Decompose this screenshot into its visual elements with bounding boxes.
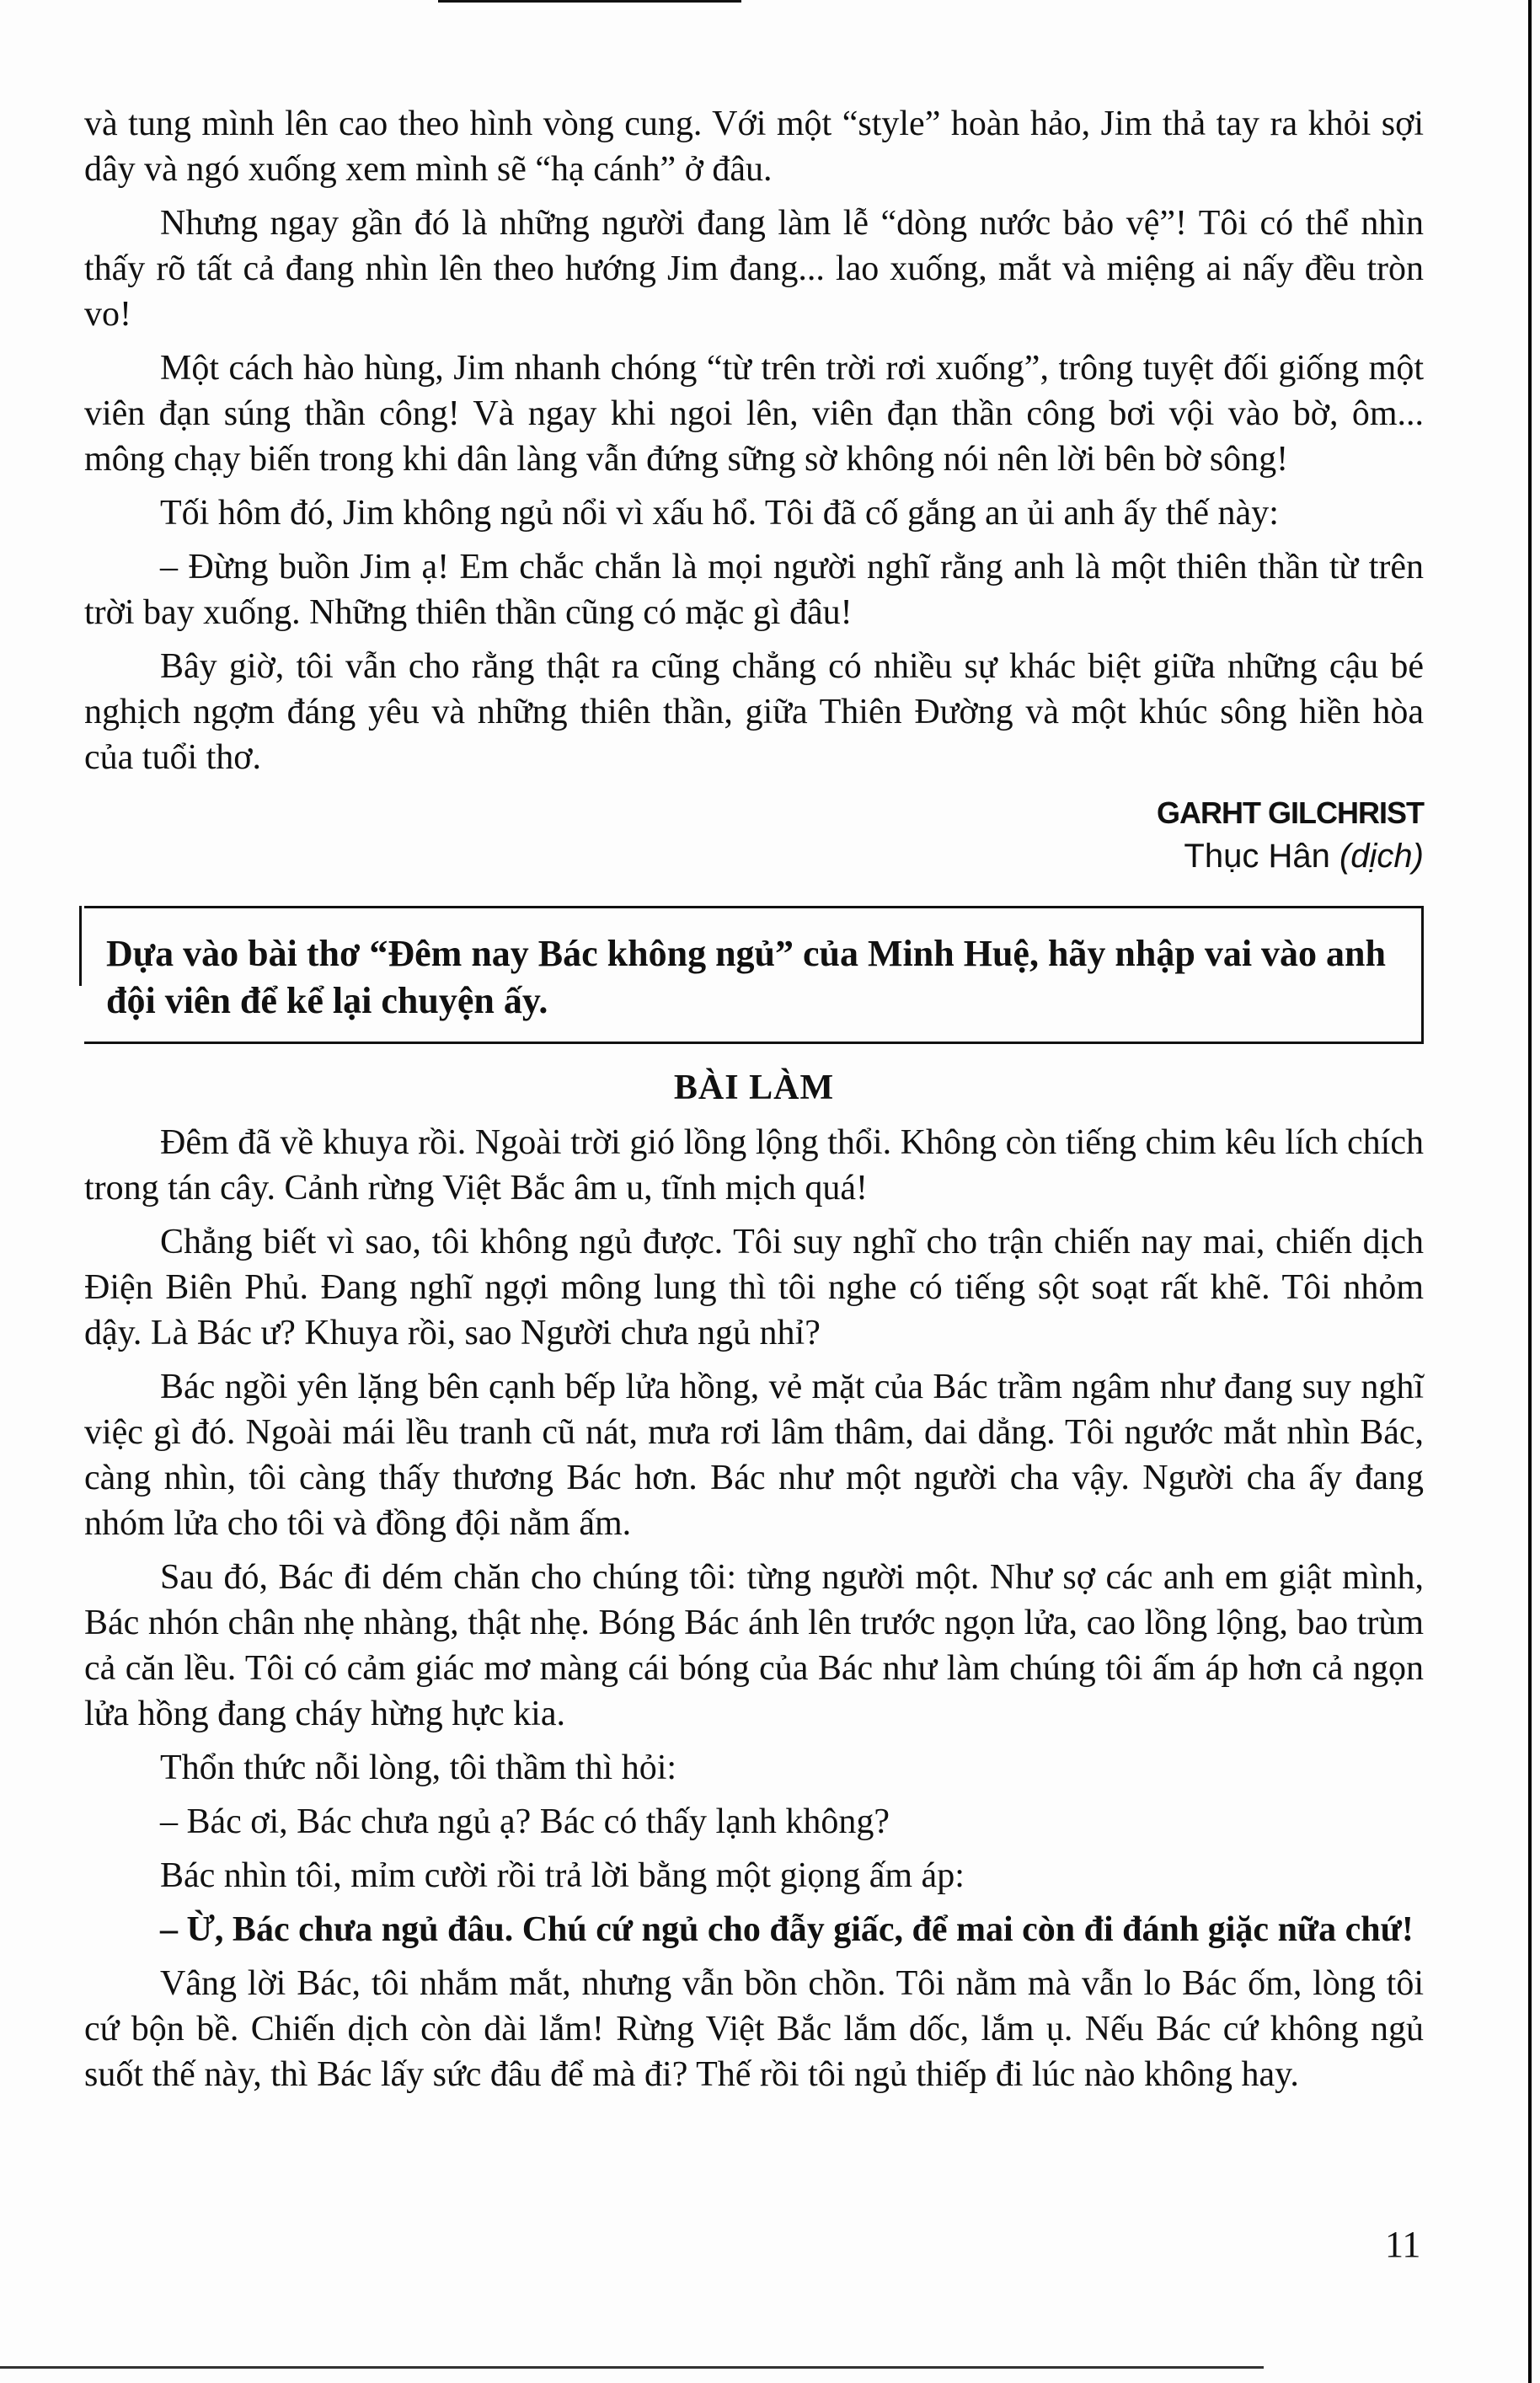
- page-content: [84, 101, 1424, 2106]
- essay-paragraph: Thổn thức nỗi lòng, tôi thầm thì hỏi:: [160, 1748, 677, 1787]
- translator-role: (dịch): [1339, 838, 1424, 875]
- story-paragraph: Tối hôm đó, Jim không ngủ nổi vì xấu hổ. Tôi đã cố gắng an ủi anh ấy thế này:: [160, 494, 1279, 533]
- story-paragraph: và tung mình lên cao theo hình vòng cung. Với một “style” hoàn hảo, Jim thả tay ra khỏi sợi dây và ngó xuống xem mình sẽ “hạ cánh” ở đâu.: [84, 104, 1424, 189]
- page-number: 11: [1385, 2224, 1421, 2265]
- assignment-prompt: Dựa vào bài thơ “Đêm nay Bác không ngủ” của Minh Huệ, hãy nhập vai vào anh đội viên để kể lại chuyện ấy.: [106, 933, 1386, 1021]
- essay-paragraph: Bác nhìn tôi, mỉm cười rồi trả lời bằng một giọng ấm áp:: [160, 1856, 965, 1895]
- essay-paragraph: Vâng lời Bác, tôi nhắm mắt, nhưng vẫn bồn chồn. Tôi nằm mà vẫn lo Bác ốm, lòng tôi cứ bộn bề. Chiến dịch còn dài lắm! Rừng Việt Bắc lắm dốc, lắm ụ. Nếu Bác cứ không ngủ suốt thế này, thì Bác lấy sức đâu để mà đi? Thế rồi tôi ngủ thiếp đi lúc nào không hay.: [84, 1964, 1424, 2094]
- essay-dialogue: – Bác ơi, Bác chưa ngủ ạ? Bác có thấy lạnh không?: [160, 1802, 890, 1841]
- story-paragraph: Nhưng ngay gần đó là những người đang làm lễ “dòng nước bảo vệ”! Tôi có thể nhìn thấy rõ tất cả đang nhìn lên theo hướng Jim đang... lao xuống, mắt và miệng ai nấy đều tròn vo!: [84, 204, 1424, 334]
- right-edge-rule: [1528, 0, 1532, 2383]
- essay-paragraph: Chẳng biết vì sao, tôi không ngủ được. Tôi suy nghĩ cho trận chiến nay mai, chiến dịch Điện Biên Phủ. Đang nghĩ ngợi mông lung thì tôi nghe có tiếng sột soạt rất khẽ. Tôi nhỏm dậy. Là Bác ư? Khuya rồi, sao Người chưa ngủ nhỉ?: [84, 1223, 1424, 1352]
- essay-heading: BÀI LÀM: [673, 1068, 835, 1107]
- top-rule: [438, 0, 741, 3]
- story-translator: [84, 838, 1424, 876]
- story-paragraph: Một cách hào hùng, Jim nhanh chóng “từ trên trời rơi xuống”, trông tuyệt đối giống một viên đạn súng thần công! Và ngay khi ngoi lên, viên đạn thần công bơi vội vào bờ, ôm... mông chạy biến trong khi dân làng vẫn đứng sững sờ không nói nên lời bên bờ sông!: [84, 349, 1424, 479]
- story-author: GARHT GILCHRIST: [1157, 795, 1424, 830]
- story-paragraph: Bây giờ, tôi vẫn cho rằng thật ra cũng chẳng có nhiều sự khác biệt giữa những cậu bé nghịch ngợm đáng yêu và những thiên thần, giữa Thiên Đường và một khúc sông hiền hòa của tuổi thơ.: [84, 647, 1424, 777]
- essay-dialogue: – Ừ, Bác chưa ngủ đâu. Chú cứ ngủ cho đẫy giấc, để mai còn đi đánh giặc nữa chứ!: [160, 1910, 1414, 1949]
- story-dialogue: – Đừng buồn Jim ạ! Em chắc chắn là mọi người nghĩ rằng anh là một thiên thần từ trên trời bay xuống. Những thiên thần cũng có mặc gì đâu!: [84, 548, 1424, 632]
- translator-name: Thục Hân: [1184, 838, 1330, 875]
- assignment-prompt-box: [84, 906, 1424, 1044]
- essay-paragraph: Bác ngồi yên lặng bên cạnh bếp lửa hồng, vẻ mặt của Bác trầm ngâm như đang suy nghĩ việc gì đó. Ngoài mái lều tranh cũ nát, mưa rơi lâm thâm, dai dẳng. Tôi ngước mắt nhìn Bác, càng nhìn, tôi càng thấy thương Bác hơn. Bác như một người cha vậy. Người cha ấy đang nhóm lửa cho tôi và đồng đội nằm ấm.: [84, 1368, 1424, 1543]
- essay-paragraph: Sau đó, Bác đi dém chăn cho chúng tôi: từng người một. Như sợ các anh em giật mình, Bác nhón chân nhẹ nhàng, thật nhẹ. Bóng Bác ánh lên trước ngọn lửa, cao lồng lộng, bao trùm cả căn lều. Tôi có cảm giác mơ màng cái bóng của Bác như làm chúng tôi ấm áp hơn cả ngọn lửa hồng đang cháy hừng hực kia.: [84, 1558, 1424, 1733]
- essay-paragraph: Đêm đã về khuya rồi. Ngoài trời gió lồng lộng thổi. Không còn tiếng chim kêu lích chích trong tán cây. Cảnh rừng Việt Bắc âm u, tĩnh mịch quá!: [84, 1123, 1424, 1208]
- bottom-rule: [0, 2366, 1264, 2369]
